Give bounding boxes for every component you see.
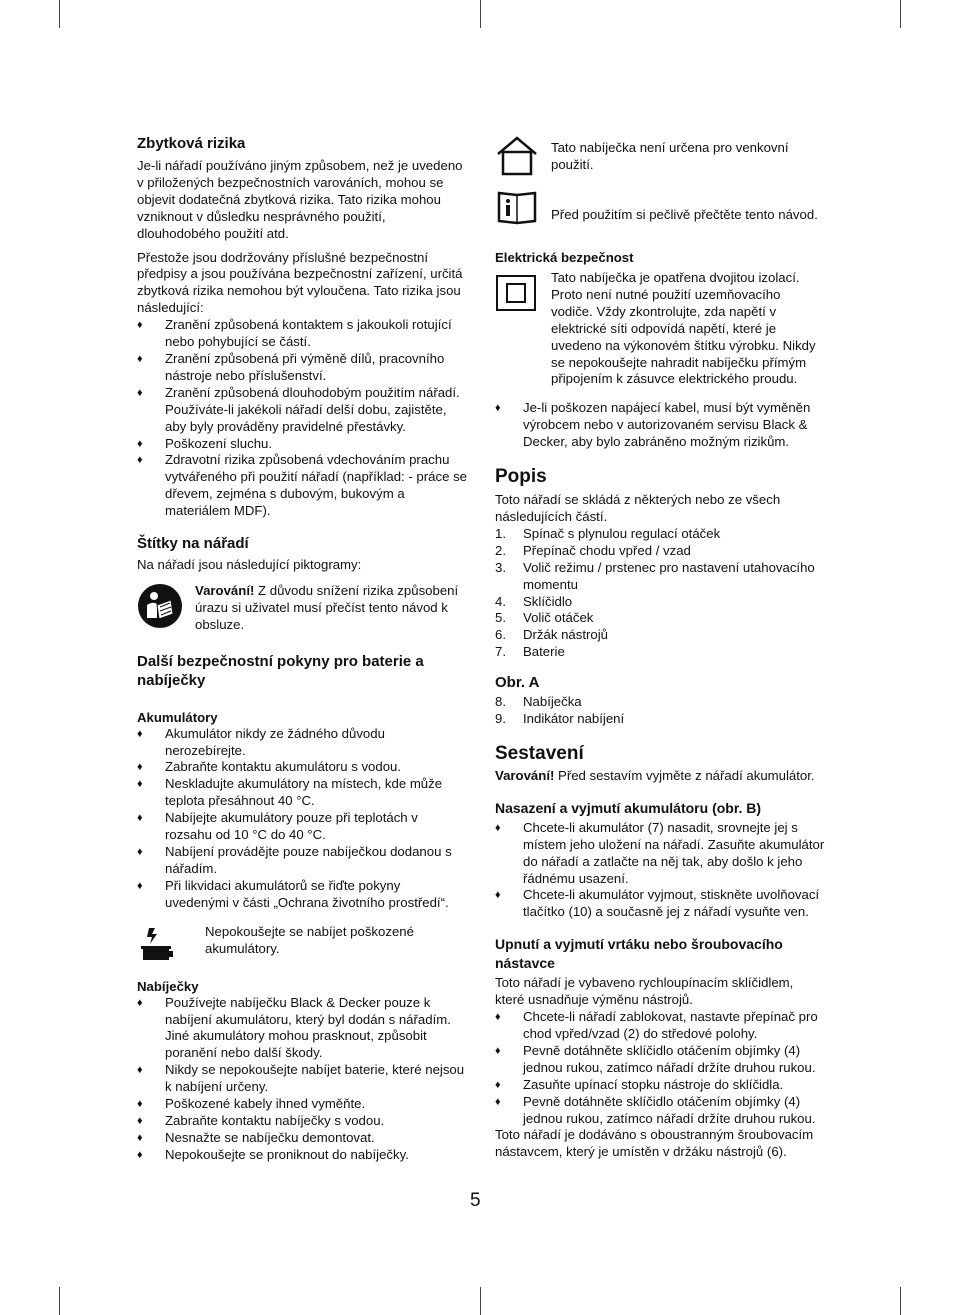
list-item: ♦ Při likvidaci akumulátorů se řiďte pokyny uvedenými v části „Ochrana životního prostředí“. (137, 877, 449, 910)
list-item: 4. Sklíčidlo (495, 593, 573, 609)
section-title-battery-insert-remove: Nasazení a vyjmutí akumulátoru (obr. B) (495, 799, 762, 816)
list-item: ♦ Chcete-li akumulátor vyjmout, stiskněte uvolňovací tlačítko (10) a současně jej z nářadí vysuňte ven. (495, 887, 820, 920)
list-item: ♦ Nikdy se nepokoušejte nabíjet baterie, které nejsou k nabíjení určeny. (137, 1062, 465, 1095)
list-item: ♦ Zabraňte kontaktu akumulátoru s vodou. (137, 759, 402, 775)
list-item: ♦ Pevně dotáhněte sklíčidlo otáčením objímky (4) jednou rukou, zatímco nářadí držíte druhou rukou. (495, 1042, 816, 1075)
tool-labels-paragraph: Na nářadí jsou následující piktogramy: (137, 557, 362, 573)
list-item: ♦ Zdravotní rizika způsobená vdechováním prachu vytvářeného při použití nářadí (například: - práce se dřevem, zejména s dubovým, bukovým a materiálem MDF). (137, 452, 468, 519)
bullet-icon: ♦ (137, 437, 143, 450)
page-number: 5 (470, 1190, 481, 1211)
list-item: 9. Indikátor nabíjení (495, 711, 625, 727)
list-item: ♦ Nabíjení provádějte pouze nabíječkou dodanou s nářadím. (137, 844, 452, 876)
bullet-icon: ♦ (137, 778, 143, 791)
list-item: 5. Volič otáček (495, 610, 594, 626)
description-paragraph: Toto nářadí se skládá z některých nebo ze všech následujících částí. (495, 492, 781, 524)
list-item: 3. Volič režimu / prstenec pro nastavení utahovacího momentu (495, 559, 815, 592)
list-item: 2. Přepínač chodu vpřed / vzad (495, 542, 691, 558)
residual-risks-paragraph-1: Je-li nářadí používáno jiným způsobem, než je uvedeno v přiložených bezpečnostních varováních, mohou se objevit dodatečná zbytková rizika. Tato rizika mohou vzniknout v důsledku nesprávného použití, dlouhodobého použití atd. (137, 158, 463, 241)
crop-mark-top-left (59, 0, 60, 28)
batteries-list (137, 726, 467, 912)
bullet-icon: ♦ (137, 1114, 143, 1127)
read-manual-icon (137, 583, 185, 631)
residual-risks-list (137, 317, 467, 520)
double-insulation-icon (495, 270, 551, 318)
info-book-icon (495, 187, 551, 229)
list-item: 6. Držák nástrojů (495, 627, 609, 643)
section-title-electrical-safety: Elektrická bezpečnost (495, 250, 634, 265)
warning-pictogram-row (137, 583, 467, 634)
bullet-icon: ♦ (495, 1011, 501, 1024)
list-item: 1. Spínač s plynulou regulací otáček (495, 525, 721, 541)
indoor-house-icon (495, 134, 551, 182)
list-item: ♦ Chcete-li akumulátor (7) nasadit, srovnejte jej s místem jeho uložení na nářadí. Zasuňte akumulátor do nářadí a zatlačte na něj tak, aby došlo k jeho řádnému usazení. (495, 819, 825, 886)
indoor-use-text: Tato nabíječka není určena pro venkovní použití. (551, 140, 789, 172)
section-title-assembly: Sestavení (495, 742, 584, 764)
cable-list (495, 400, 825, 451)
damaged-battery-row (137, 924, 467, 964)
subsection-title-batteries: Akumulátory (137, 709, 218, 725)
bullet-icon: ♦ (137, 879, 143, 892)
list-item: ♦ Zranění způsobená při výměně dílů, pracovního nástroje nebo příslušenství. (137, 350, 445, 383)
bullet-icon: ♦ (137, 727, 143, 740)
bit-paragraph: Toto nářadí je vybaveno rychloupínacím sklíčidlem, které usnadňuje výměnu nástrojů. (495, 975, 794, 1008)
list-item: 8. Nabíječka (495, 694, 582, 710)
bullet-icon: ♦ (137, 1064, 143, 1077)
bullet-icon: ♦ (495, 1044, 501, 1057)
parts-list (495, 526, 825, 661)
battery-insert-list (495, 820, 825, 921)
list-item: ♦ Je-li poškozen napájecí kabel, musí být vyměněn výrobcem nebo v autorizovaném servisu Black & Decker, aby bylo zabráněno možným rizikům. (495, 400, 811, 450)
section-title-battery-charger-safety: Další bezpečnostní pokyny pro baterie a nabíječky (137, 652, 424, 689)
list-item: ♦ Nabíjejte akumulátory pouze při teplotách v rozsahu od 10 °C do 40 °C. (137, 810, 418, 843)
section-title-fig-a: Obr. A (495, 674, 540, 692)
crop-mark-bottom-center (480, 1287, 481, 1315)
list-item: ♦ Zranění způsobená kontaktem s jakoukoli rotující nebo pohybující se částí. (137, 317, 452, 350)
list-item: ♦ Nesnažte se nabíječku demontovat. (137, 1129, 375, 1145)
assembly-warning: Varování! Před sestavím vyjměte z nářadí akumulátor. (495, 767, 815, 783)
fig-a-list (495, 694, 825, 728)
list-item: ♦ Chcete-li nářadí zablokovat, nastavte přepínač pro chod vpřed/vzad (2) do středové polohy. (495, 1009, 818, 1041)
bullet-icon: ♦ (495, 1078, 501, 1091)
list-item: ♦ Neskladujte akumulátory na místech, kde může teplota přesáhnout 40 °C. (137, 776, 443, 809)
chargers-list (137, 995, 467, 1164)
crop-mark-top-right (900, 0, 901, 28)
bullet-icon: ♦ (495, 889, 501, 902)
bullet-icon: ♦ (137, 1098, 143, 1111)
indoor-use-row (495, 134, 825, 182)
bullet-icon: ♦ (495, 821, 501, 834)
crop-mark-bottom-right (900, 1287, 901, 1315)
list-item: ♦ Nepokoušejte se proniknout do nabíječky. (137, 1146, 409, 1162)
bullet-icon: ♦ (137, 1148, 143, 1161)
read-manual-row (495, 187, 825, 229)
bullet-icon: ♦ (137, 454, 143, 467)
crop-mark-bottom-left (59, 1287, 60, 1315)
bullet-icon: ♦ (137, 319, 143, 332)
bullet-icon: ♦ (495, 1095, 501, 1108)
bullet-icon: ♦ (495, 402, 501, 415)
double-insulation-text: Tato nabíječka je opatřena dvojitou izolací. Proto není nutné použití uzemňovacího vodiče. Vždy zkontrolujte, zda napětí v elektrické síti odpovídá napětí, které je uvedeno na výkonovém štítku výrobku. Nikdy se nepokoušejte nahradit nabíječku přímým připojením k zásuvce elektrického proudu. (551, 270, 816, 387)
subsection-title-chargers: Nabíječky (137, 978, 199, 994)
section-title-bit-insert-remove: Upnutí a vyjmutí vrtáku nebo šroubovacího nástavce (495, 936, 783, 972)
warning-text: Varování! Z důvodu snížení rizika způsobení úrazu si uživatel musí přečíst tento návod k obsluze. (195, 582, 459, 632)
bullet-icon: ♦ (137, 352, 143, 365)
residual-risks-paragraph-2: Přestože jsou dodržovány příslušné bezpečnostní předpisy a jsou používána bezpečnostní zařízení, určitá zbytková rizika nemohou být vyloučena. Tato rizika jsou následující: (137, 249, 463, 316)
section-title-tool-labels: Štítky na nářadí (137, 535, 249, 553)
list-item: ♦ Poškozené kabely ihned vyměňte. (137, 1096, 366, 1112)
bullet-icon: ♦ (137, 996, 143, 1009)
list-item: ♦ Akumulátor nikdy ze žádného důvodu nerozebírejte. (137, 725, 385, 758)
bullet-icon: ♦ (137, 761, 143, 774)
damaged-battery-text: Nepokoušejte se nabíjet poškozené akumulátory. (205, 923, 414, 956)
list-item: ♦ Používejte nabíječku Black & Decker pouze k nabíjení akumulátoru, který byl dodán s nářadím. Jiné akumulátory mohou prasknout, způsobit poranění nebo další škody. (137, 994, 451, 1061)
list-item: ♦ Pevně dotáhněte sklíčidlo otáčením objímky (4) jednou rukou, zatímco nářadí držíte druhou rukou. (495, 1093, 816, 1126)
double-insulation-row (495, 270, 825, 388)
list-item: ♦ Poškození sluchu. (137, 435, 273, 451)
list-item: ♦ Zabraňte kontaktu nabíječky s vodou. (137, 1112, 385, 1128)
read-manual-text: Před použitím si pečlivě přečtěte tento návod. (551, 207, 818, 222)
list-item: 7. Baterie (495, 644, 565, 660)
bit-end-paragraph: Toto nářadí je dodáváno s oboustranným šroubovacím nástavcem, který je umístěn v držáku nástrojů (6). (495, 1127, 814, 1160)
left-column (137, 134, 467, 1164)
bullet-icon: ♦ (137, 386, 143, 399)
bullet-icon: ♦ (137, 1131, 143, 1144)
list-item: ♦ Zasuňte upínací stopku nástroje do sklíčidla. (495, 1076, 784, 1092)
crop-mark-top-center (480, 0, 481, 28)
section-title-description: Popis (495, 466, 547, 488)
bit-list (495, 1009, 825, 1127)
right-column (495, 134, 825, 1161)
bullet-icon: ♦ (137, 846, 143, 858)
damaged-battery-icon (137, 924, 185, 964)
list-item: ♦ Zranění způsobená dlouhodobým použitím nářadí. Používáte-li jakékoli nářadí delší dobu, zajistěte, aby byly prováděny pravidelné přestávky. (137, 384, 460, 434)
bullet-icon: ♦ (137, 812, 143, 825)
section-title-residual-risks: Zbytková rizika (137, 135, 246, 152)
